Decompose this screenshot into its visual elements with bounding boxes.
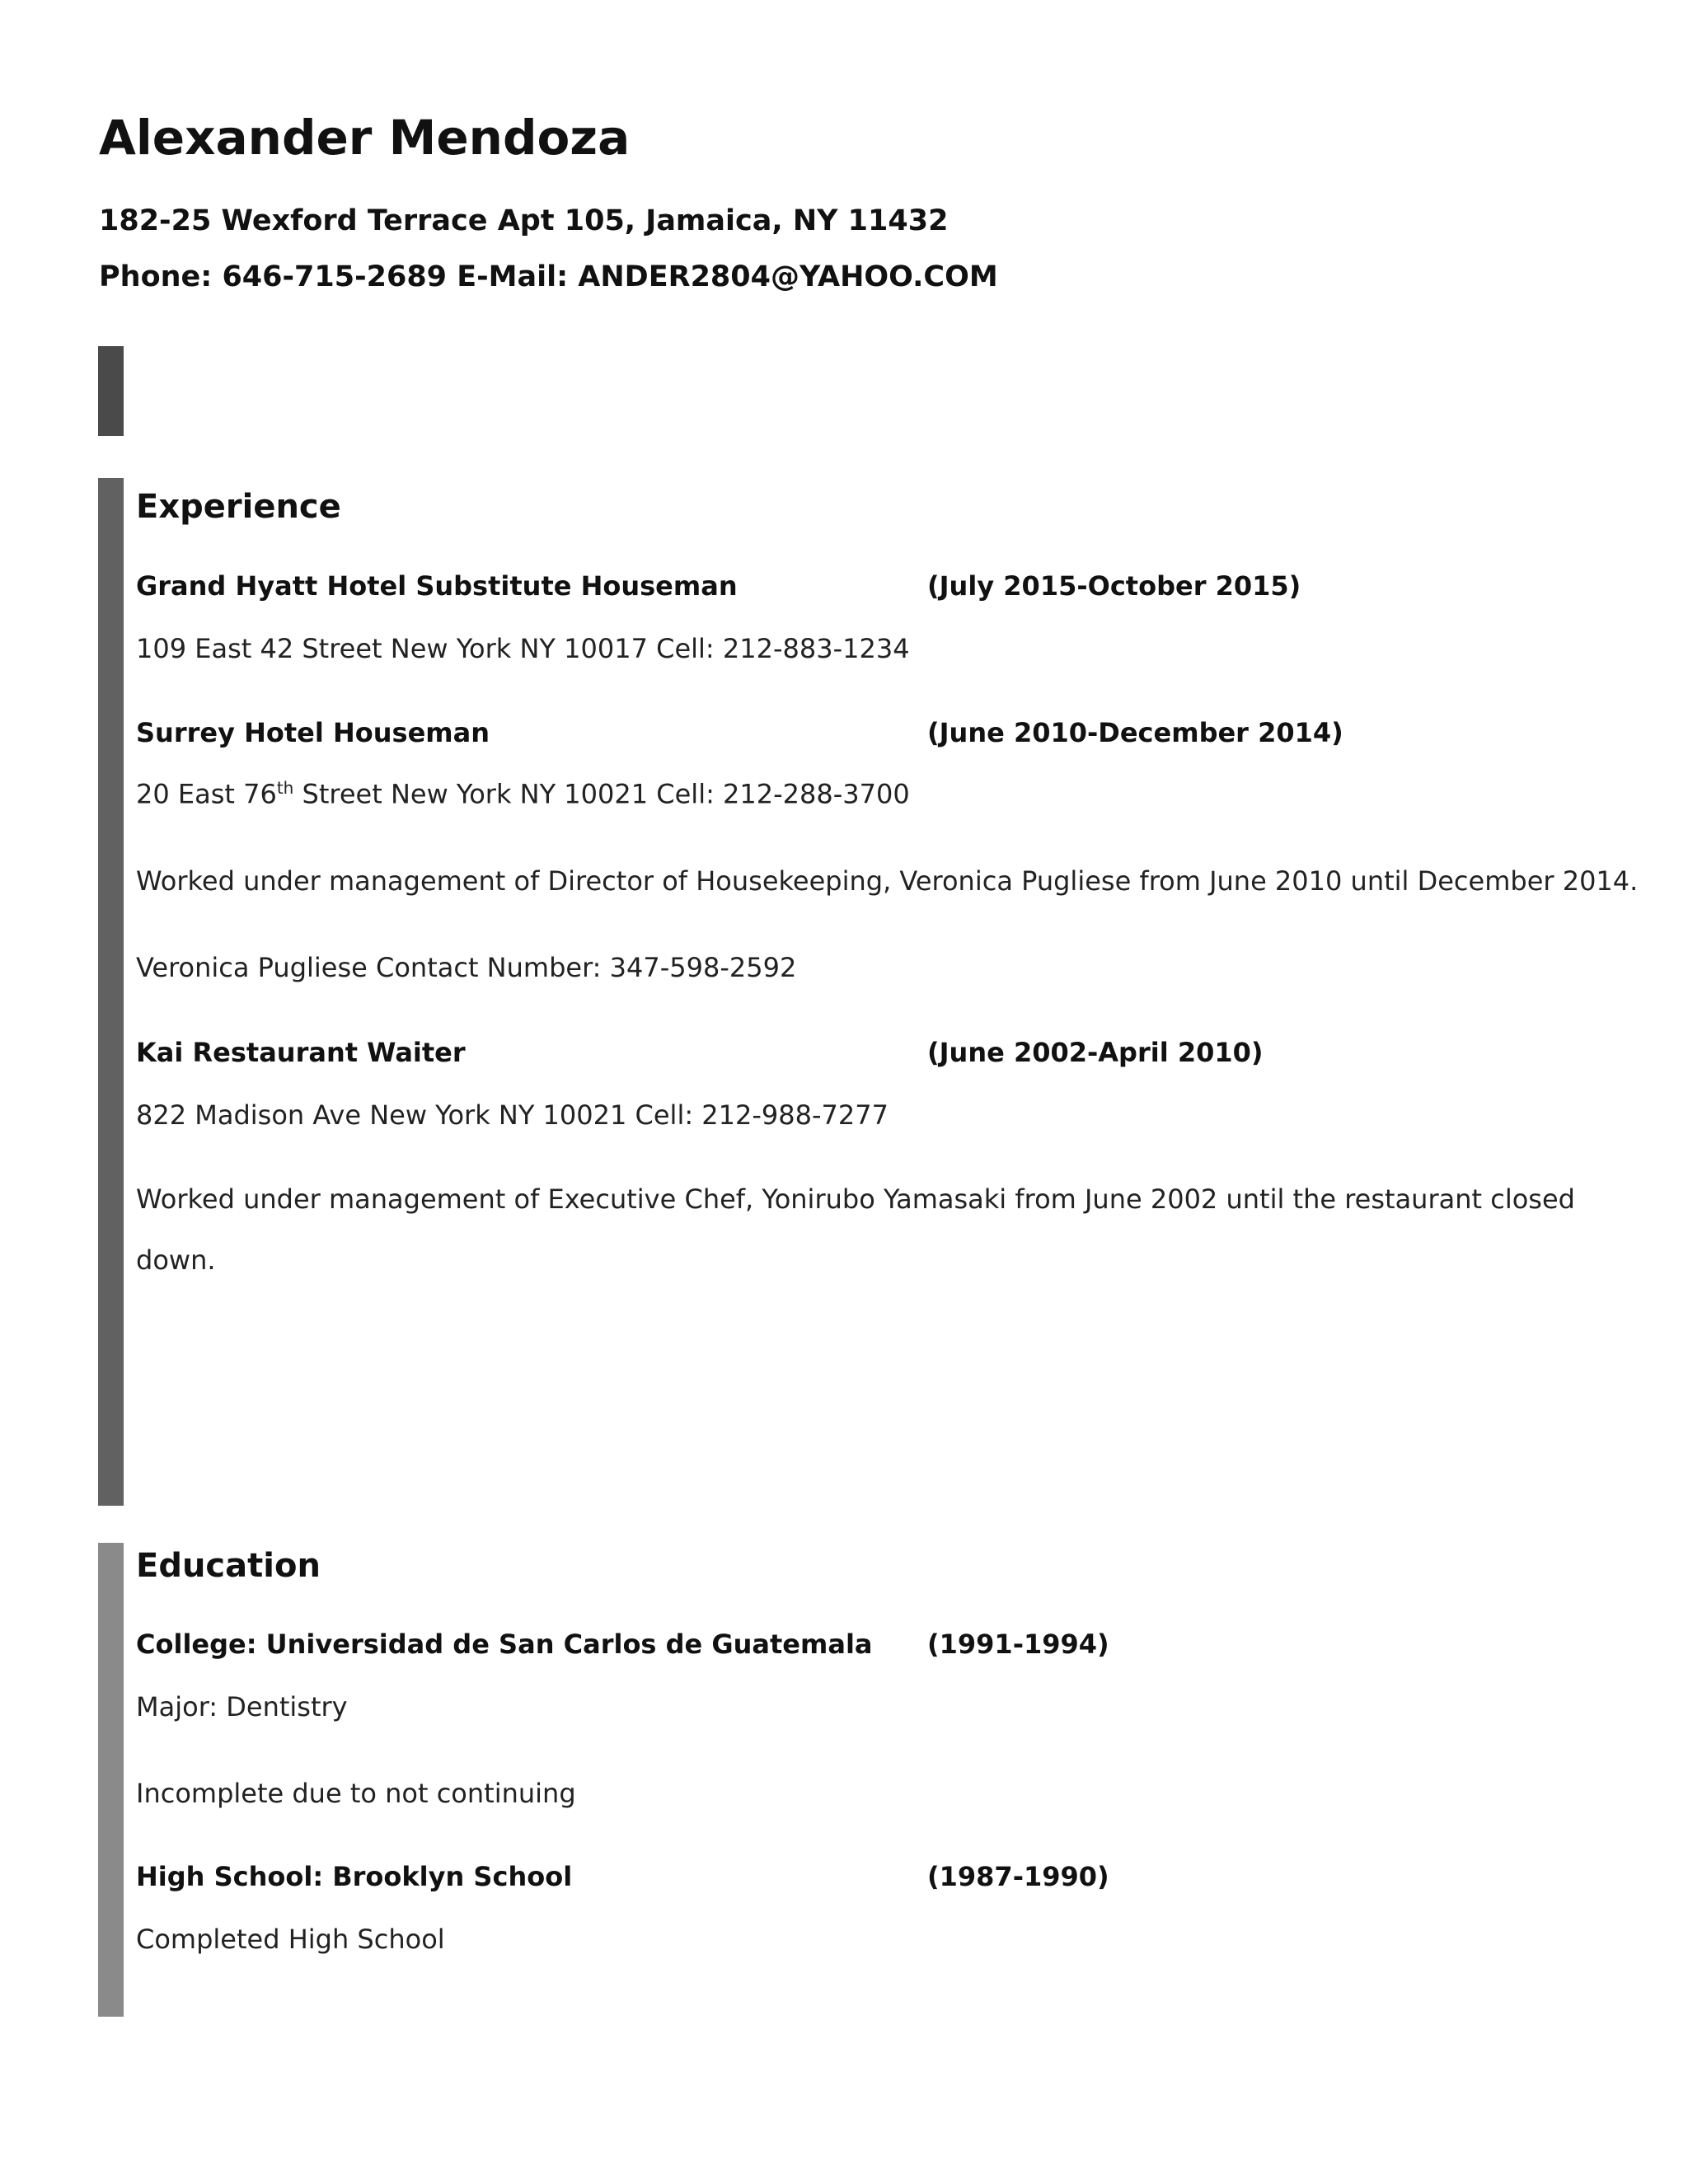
job-title-surrey: Surrey Hotel Houseman — [136, 717, 490, 748]
school-dates-high-school: (1987-1990) — [927, 1861, 1109, 1892]
school-major-college: Major: Dentistry — [136, 1691, 348, 1722]
job-title-grand-hyatt: Grand Hyatt Hotel Substitute Houseman — [136, 570, 738, 602]
school-title-college: College: Universidad de San Carlos de Guatemala — [136, 1629, 873, 1660]
job-note-surrey-1: Worked under management of Director of Housekeeping, Veronica Pugliese from June 2010 until December 2014. — [136, 865, 1639, 897]
school-dates-college: (1991-1994) — [927, 1629, 1109, 1660]
applicant-name: Alexander Mendoza — [99, 110, 631, 166]
phone-email-line: Phone: 646-715-2689 E-Mail: ANDER2804@YAHOO.COM — [99, 260, 998, 293]
school-note-college: Incomplete due to not continuing — [136, 1778, 576, 1809]
address-line: 182-25 Wexford Terrace Apt 105, Jamaica, NY 11432 — [99, 204, 949, 237]
job-address-surrey — [136, 778, 910, 810]
job-note-surrey-2: Veronica Pugliese Contact Number: 347-598-2592 — [136, 952, 797, 983]
job-dates-kai: (June 2002-April 2010) — [927, 1037, 1264, 1068]
job-address-kai: 822 Madison Ave New York NY 10021 Cell: 212-988-7277 — [136, 1099, 889, 1131]
job-note-kai: Worked under management of Executive Chef, Yonirubo Yamasaki from June 2002 until the restaurant closed down. — [136, 1183, 1575, 1276]
decorative-bar-top — [98, 346, 124, 436]
job-dates-grand-hyatt: (July 2015-October 2015) — [927, 570, 1301, 602]
job-dates-surrey: (June 2010-December 2014) — [927, 717, 1343, 748]
job-address-surrey-sup: th — [276, 778, 294, 798]
job-address-surrey-post: Street New York NY 10021 Cell: 212-288-3700 — [293, 778, 910, 810]
job-address-grand-hyatt: 109 East 42 Street New York NY 10017 Cell: 212-883-1234 — [136, 633, 910, 664]
school-note-high-school: Completed High School — [136, 1924, 445, 1955]
education-heading: Education — [136, 1547, 321, 1585]
job-title-kai: Kai Restaurant Waiter — [136, 1037, 466, 1068]
experience-heading: Experience — [136, 488, 341, 526]
education-section-bar — [98, 1543, 124, 2017]
job-address-surrey-pre: 20 East 76 — [136, 778, 277, 810]
school-title-high-school: High School: Brooklyn School — [136, 1861, 573, 1892]
experience-section-bar — [98, 478, 124, 1506]
